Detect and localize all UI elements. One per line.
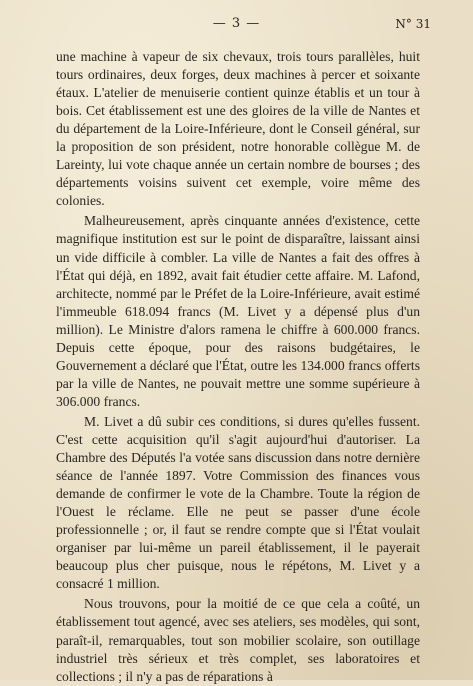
paragraph-1: une machine à vapeur de six chevaux, trois tours parallèles, huit tours ordinaires, deux forges, deux machines à percer et soixante étaux. L'atelier de menuiserie contient quinze établis et un tour à bois. Cet établissement est une des gloires de la ville de Nantes et du département de la Loire-Inférieure, dont le Conseil général, sur la proposition de son président, notre honorable collègue M. de Lareinty, lui vote chaque année un certain nombre de bourses ; des départements voisins suivent cet exemple, voire même des colonies. <box>56 49 420 209</box>
paragraph-3: M. Livet a dû subir ces conditions, si dures qu'elles fussent. C'est cette acquisition qu'il s'agit aujourd'hui d'autoriser. La Chambre des Députés l'a votée sans discussion dans notre dernière séance de l'année 1897. Votre Commission des finances vous demande de confirmer le vote de la Chambre. Toute la région de l'Ouest le réclame. Elle ne peut se passer d'une école professionnelle ; or, il faut se rendre compte que si l'État voulait organiser par lui-même un pareil établissement, il le payerait beaucoup plus cher puisque, nous le répétons, M. Livet y a consacré 1 million. <box>56 413 420 592</box>
page-header <box>0 16 473 36</box>
document-number: N° 31 <box>395 17 431 31</box>
paragraph-2: Malheureusement, après cinquante années d'existence, cette magnifique institution est sur le point de disparaître, laissant ainsi un vide difficile à combler. La ville de Nantes a fait des offres à l'État qui déjà, en 1892, avait fait étudier cette affaire. M. Lafond, architecte, nommé par le Préfet de la Loire-Inférieure, avait estimé l'immeuble 618.094 francs (M. Livet y a dépensé plus d'un million). Le Ministre d'alors ramena le chiffre à 600.000 francs. Depuis cette époque, pour des raisons budgétaires, le Gouvernement a déclaré que l'État, outre les 134.000 francs offerts par la ville de Nantes, ne pouvait mettre une somme supérieure à 306.000 francs. <box>56 213 420 409</box>
page-number: — 3 — <box>212 16 261 31</box>
body-text <box>56 48 420 686</box>
paragraph-4: Nous trouvons, pour la moitié de ce que cela a coûté, un établissement tout agencé, avec ses ateliers, ses modèles, qui sont, paraît-il, remarquables, tout son mobilier scolaire, son outillage industriel très sérieux et très complet, ses laboratoires et collections ; il n'y a pas de réparations à <box>56 596 420 684</box>
